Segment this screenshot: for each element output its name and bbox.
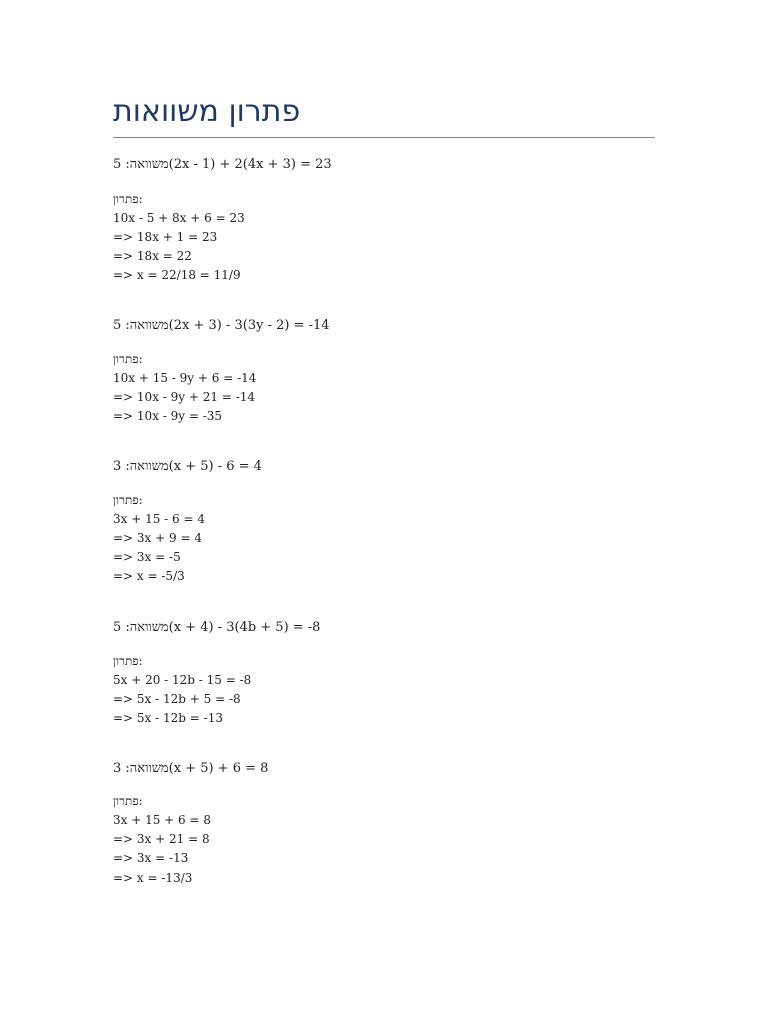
solution-step: 5x + 20 - 12b - 15 = -8 <box>113 673 252 687</box>
equation-heading: 3 :משוואה(x + 5) + 6 = 8 <box>113 761 269 776</box>
solution-step: 3x + 15 + 6 = 8 <box>113 813 211 827</box>
page-title: פתרון משוואות <box>113 94 301 129</box>
solution-step: => 5x - 12b = -13 <box>113 711 223 725</box>
solution-step: => 18x + 1 = 23 <box>113 230 218 244</box>
solution-label: פתרון: <box>113 352 143 366</box>
title-underline <box>113 137 655 138</box>
equation-heading: 3 :משוואה(x + 5) - 6 = 4 <box>113 459 262 474</box>
solution-step: => 3x = -5 <box>113 550 181 564</box>
equation-heading: 5 :משוואה(x + 4) - 3(4b + 5) = -8 <box>113 620 321 635</box>
equation-heading: 5 :משוואה(2x - 1) + 2(4x + 3) = 23 <box>113 157 332 172</box>
solution-step: 3x + 15 - 6 = 4 <box>113 512 205 526</box>
solution-step: => 3x + 21 = 8 <box>113 832 210 846</box>
solution-step: => 10x - 9y = -35 <box>113 409 223 423</box>
equation-heading: 5 :משוואה(2x + 3) - 3(3y - 2) = -14 <box>113 318 330 333</box>
solution-label: פתרון: <box>113 654 143 668</box>
solution-step: => x = 22/18 = 11/9 <box>113 268 241 282</box>
solution-step: 10x - 5 + 8x + 6 = 23 <box>113 211 245 225</box>
solution-step: 10x + 15 - 9y + 6 = -14 <box>113 371 257 385</box>
solution-step: => 18x = 22 <box>113 249 192 263</box>
solution-step: => 10x - 9y + 21 = -14 <box>113 390 256 404</box>
solution-step: => 3x + 9 = 4 <box>113 531 202 545</box>
solution-step: => 3x = -13 <box>113 851 189 865</box>
solution-step: => x = -5/3 <box>113 569 185 583</box>
solution-step: => x = -13/3 <box>113 871 193 885</box>
solution-step: => 5x - 12b + 5 = -8 <box>113 692 241 706</box>
solution-label: פתרון: <box>113 192 143 206</box>
solution-label: פתרון: <box>113 493 143 507</box>
solution-label: פתרון: <box>113 794 143 808</box>
